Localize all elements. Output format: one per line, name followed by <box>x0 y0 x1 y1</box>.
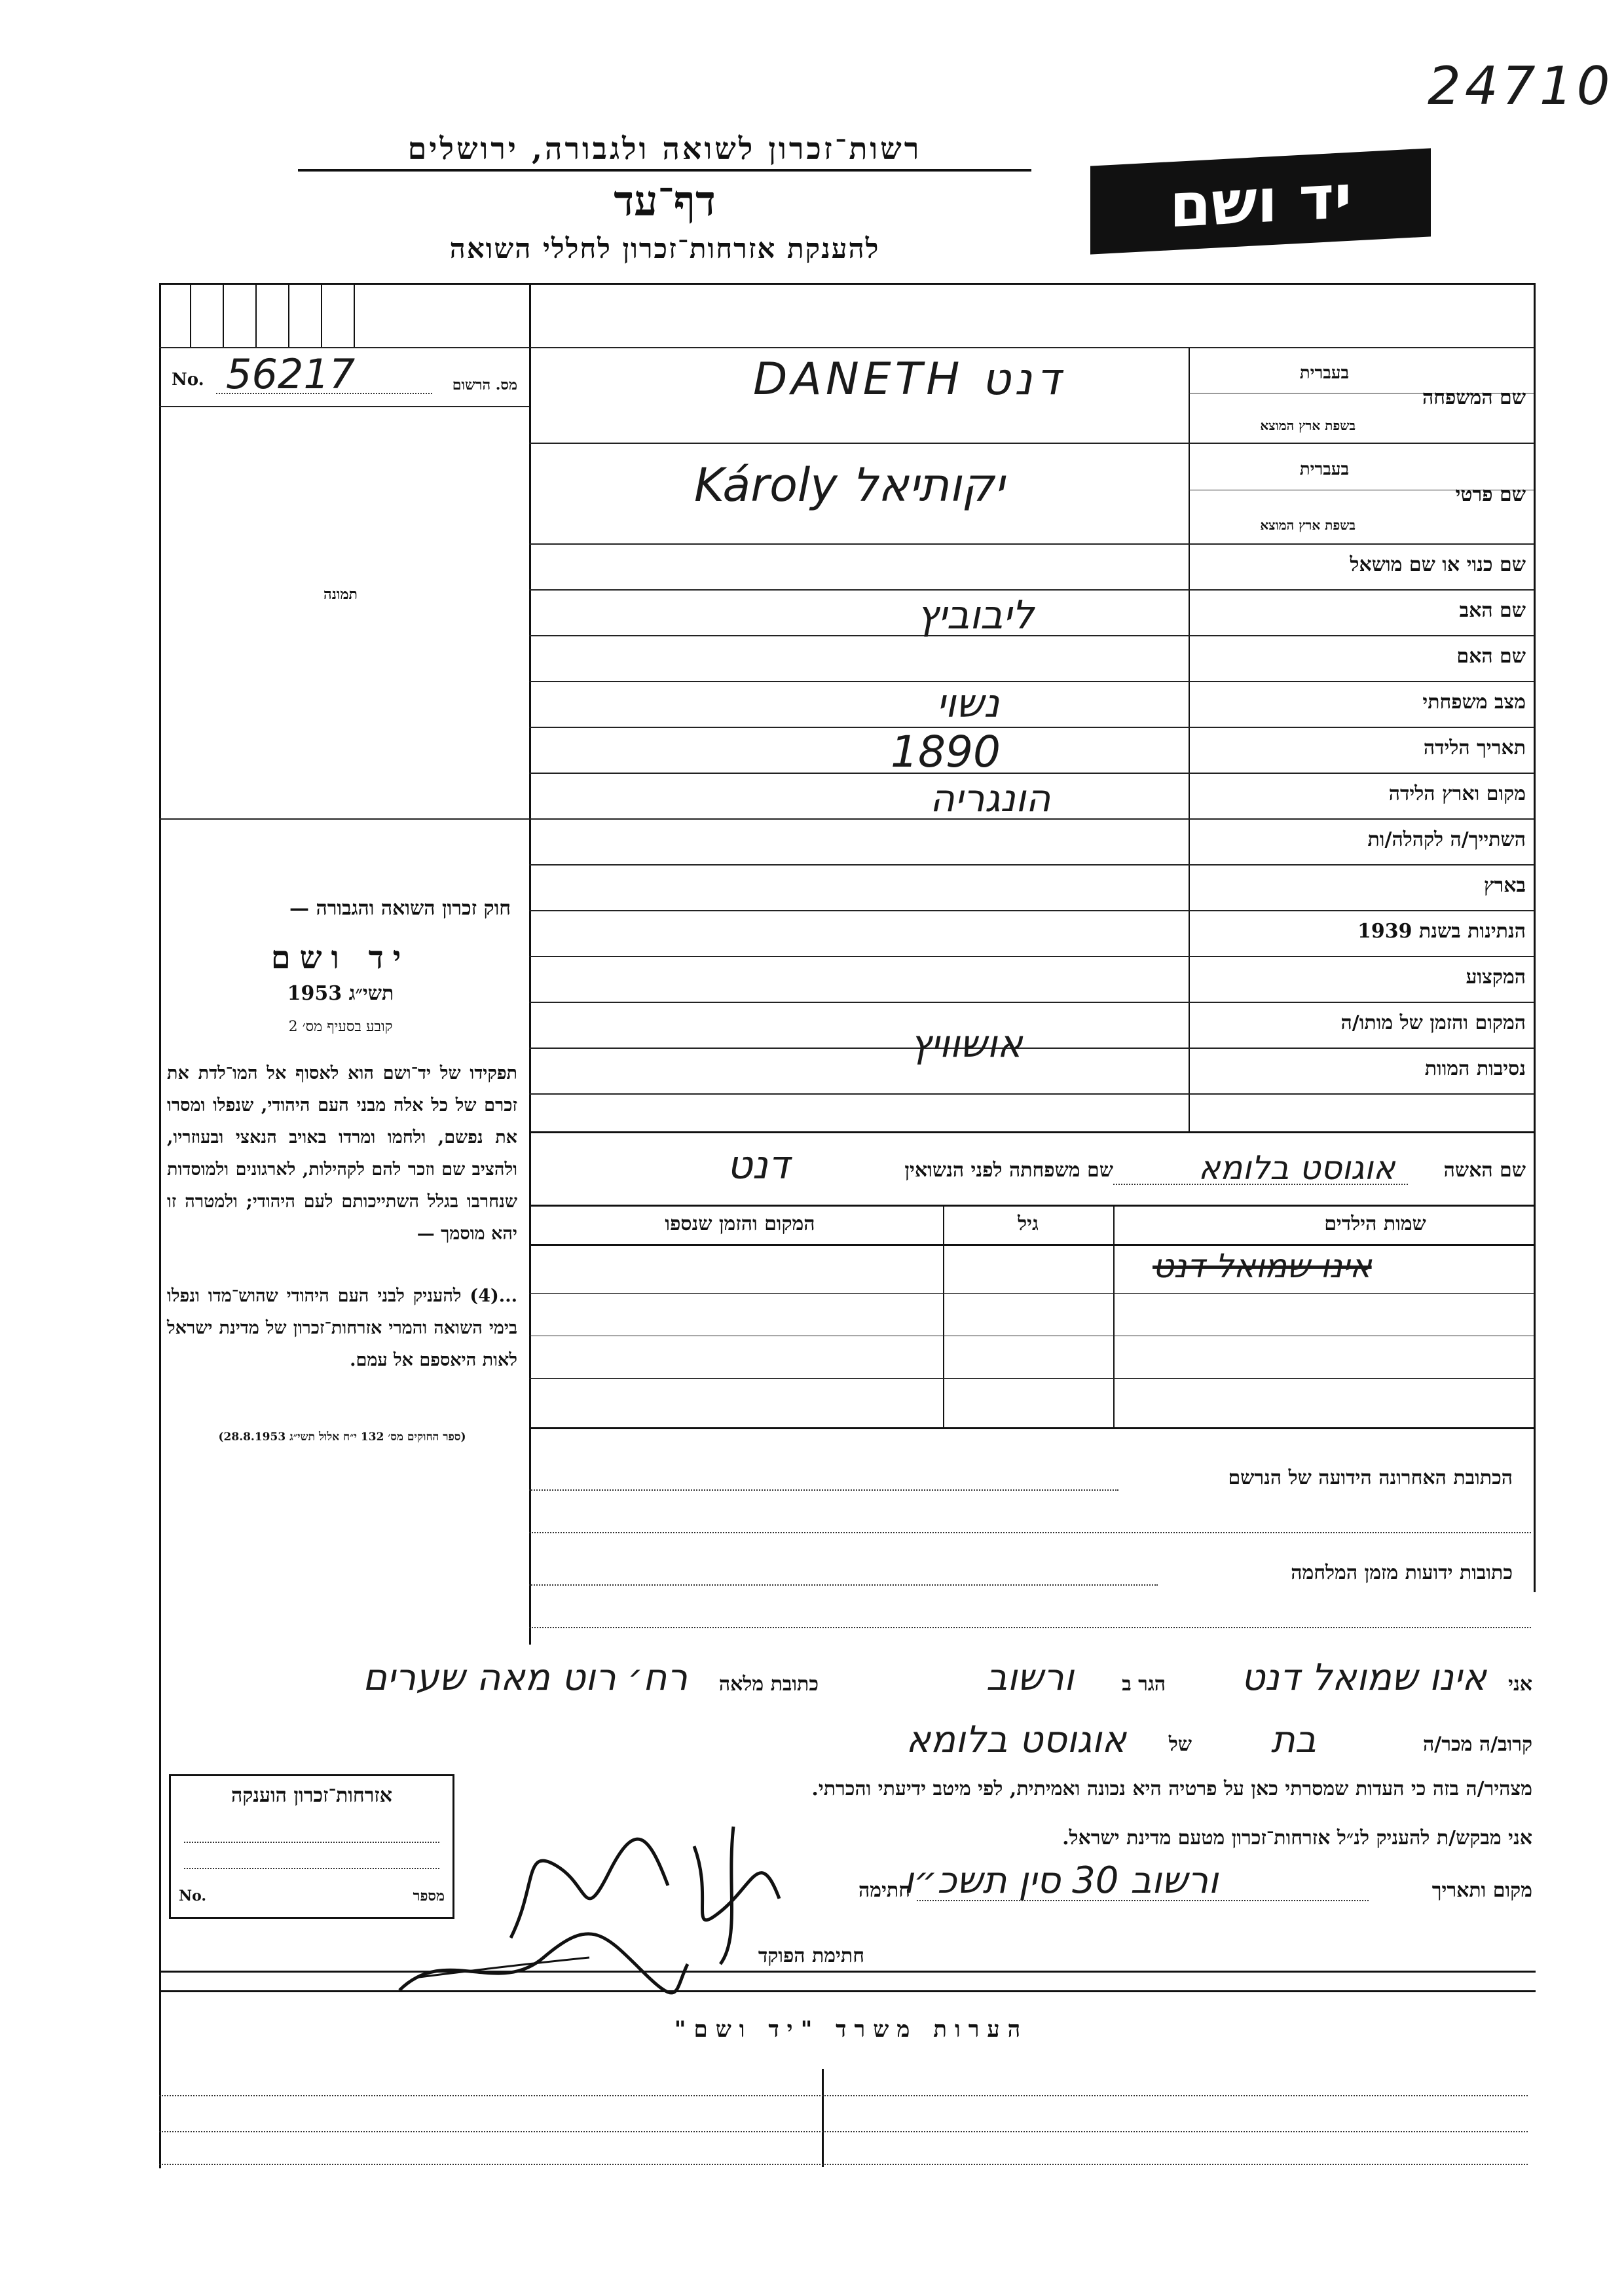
yad-vashem-logo <box>1090 148 1431 254</box>
relation-label: קרוב/ה מכר/ה <box>1423 1733 1532 1756</box>
in-hebrew-label-2: בעברית <box>1299 460 1349 479</box>
relation-value: בת <box>1270 1719 1316 1761</box>
alias-label: שם כנוי או שם מושאל <box>1350 553 1526 576</box>
first-name-value: Károly יקותיאל <box>694 458 1005 512</box>
residence-1939-label: הנתינות בשנת 1939 <box>1357 920 1526 943</box>
witness-line-1 <box>118 1656 1532 1709</box>
wife-value: אוגוסט בלומא <box>1198 1149 1395 1187</box>
law-name: יד ושם <box>270 939 411 976</box>
granted-box <box>169 1774 454 1919</box>
reg-number: 56217 <box>226 350 356 398</box>
request-text: אני מבקש/ת להעניק לנ״ל אזרחות־זכרון מטעם מדינת ישראל. <box>1062 1827 1532 1850</box>
signature-label: חתימה <box>858 1879 910 1902</box>
witness-address-label: כתובת מלאה <box>718 1673 819 1696</box>
place-date-label: מקום ותאריך <box>1431 1879 1532 1902</box>
witness-name: אינו שמואל דנט <box>1241 1656 1486 1699</box>
profession-label: המקצוע <box>1466 966 1526 989</box>
granted-box-title: אזרחות־זכרון הוענקה <box>231 1784 393 1807</box>
wife-maiden-label: שם משפחתה לפני הנשואין <box>904 1159 1113 1182</box>
mother-label: שם האם <box>1456 645 1526 668</box>
reg-label: מס. הרשום <box>452 376 517 393</box>
family-name-value: DANETH דנט <box>753 354 1065 405</box>
children-header: שמות הילדים <box>1324 1212 1426 1235</box>
form-subtitle: להענקת אזרחות־זכרון לחללי השואה <box>449 232 880 264</box>
photo-label: תמונה <box>323 586 358 603</box>
origin-lang-label-2: בשפת ארץ המוצא <box>1260 517 1356 533</box>
law-paragraph-2: ...(4) להעניק לבני העם היהודי שהוש־מדו ונפלו בימי השואה והמרי אזרחות־זכרון של מדינת ישראל לאות היאספם אל עמם. <box>167 1286 517 1370</box>
wife-label: שם האשה <box>1443 1159 1526 1182</box>
last-address-label: הכתובת האחרונה הידועה של הנרשם <box>1228 1467 1513 1489</box>
officer-signature-label: חתימת הפוקד <box>758 1944 864 1967</box>
age-header: גיל <box>1018 1212 1039 1235</box>
notes-title: הערות משרד "יד ושם" <box>674 2016 1029 2043</box>
family-name-label: שם המשפחה <box>1422 386 1526 409</box>
law-title: חוק זכרון השואה והגבורה — <box>289 897 511 920</box>
marital-value: נשוי <box>936 681 1000 727</box>
declaration-text: מצהיר/ה בזה כי העדות שמסרתי כאן על פרטיה היא נכונה ואמיתית, לפי מיטב ידיעתי והכרתי. <box>811 1777 1532 1800</box>
child-1-value: אינו שמואל דנט <box>1153 1247 1372 1285</box>
form-title: דף־עד <box>614 177 716 226</box>
origin-lang-label-1: בשפת ארץ המוצא <box>1260 418 1356 433</box>
witness-prefix: אני <box>1508 1673 1532 1696</box>
marital-label: מצב משפחתי <box>1422 691 1526 714</box>
officer-signature <box>393 1918 694 2010</box>
witness-line-2 <box>458 1719 1532 1771</box>
father-value: ליבוביץ <box>917 592 1035 638</box>
birthdate-label: תאריך הלידה <box>1423 737 1526 759</box>
in-hebrew-label-1: בעברית <box>1299 363 1349 383</box>
relation-of-label: של <box>1168 1733 1192 1756</box>
death-cause-label: נסיבות המוות <box>1424 1057 1526 1080</box>
witness-address: רח׳ רוט מאה שערים <box>362 1656 688 1699</box>
birthdate-value: 1890 <box>891 727 1001 777</box>
war-address-label: כתובות ידועות מזמן המלחמה <box>1291 1561 1513 1584</box>
birthplace-label: מקום וארץ הלידה <box>1388 782 1526 805</box>
witness-city: ורשוב <box>986 1656 1074 1699</box>
death-place-value: אושוויץ <box>910 1021 1023 1066</box>
death-place-label: המקום והזמן של מותו/ה <box>1340 1011 1526 1034</box>
law-paragraph-1: תפקידו של יד־ושם הוא לאסוף אל המו־לדת את זכרם של כל אלה מבני העם היהודי, שנפלו ומסרו את נפשם, ולחמו ומרדו באויב הנאצי ובעוזריו, ולהציב שם וזכר להם לקהילות, לארגונים ולמוסדות שנחרבו בגלל השתייכותם לעם היהודי; ולמטרה זו יהא מוסמך — <box>167 1063 517 1244</box>
granted-box-number-label: מספר <box>413 1887 445 1904</box>
first-name-label: שם פרטי <box>1455 483 1526 506</box>
father-label: שם האב <box>1459 599 1526 622</box>
country-label: בארץ <box>1483 874 1526 897</box>
law-section: קובע בסעיף מס׳ 2 <box>288 1019 393 1035</box>
witness-resides-label: הגר ב <box>1122 1673 1166 1696</box>
authority-title: רשות־זכרון לשואה ולגבורה, ירושלים <box>298 131 1031 172</box>
law-year: תשי״ג 1953 <box>287 982 394 1005</box>
law-citation: (ספר החוקים מס׳ 132 י״ח אלול תשי״ג 28.8.1953) <box>218 1430 466 1444</box>
children-place-header: המקום והזמן שנספו <box>665 1212 815 1235</box>
stamp-number: 24710 <box>1428 56 1614 117</box>
reg-no-label: No. <box>172 370 204 390</box>
logo-text: יד ושם <box>1169 161 1352 242</box>
granted-box-no: No. <box>179 1887 207 1904</box>
birthplace-value: הונגריה <box>930 776 1051 820</box>
wife-maiden-value: דנט <box>727 1142 790 1188</box>
community-label: השתייך/ה לקהלה/ות <box>1367 828 1526 851</box>
relation-name: אוגוסט בלומא <box>906 1719 1126 1761</box>
place-date-value: ורשוב 30 סין תשכ״ו <box>904 1859 1219 1902</box>
